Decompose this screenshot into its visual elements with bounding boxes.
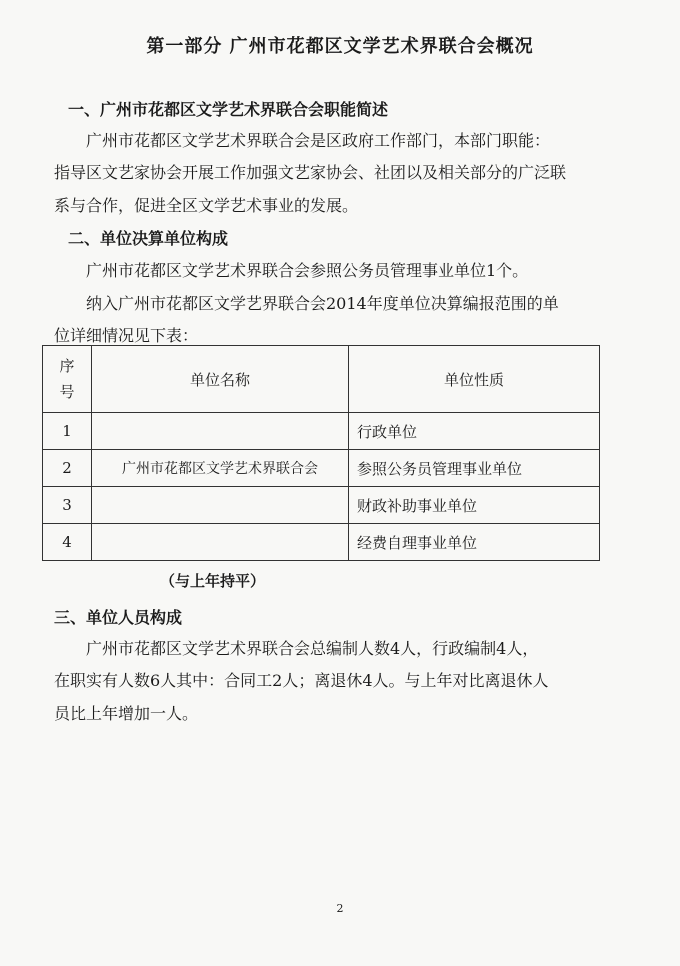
row-no: 1 (43, 413, 92, 450)
section-1-line-3: 系与合作，促进全区文学艺术事业的发展。 (54, 196, 359, 215)
page-title: 第一部分 广州市花都区文学艺术界联合会概况 (146, 36, 534, 57)
row-name (92, 524, 349, 561)
section-1-line-2: 指导区文艺家协会开展工作加强文艺家协会、社团以及相关部分的广泛联 (54, 163, 567, 182)
row-name (92, 413, 349, 450)
table-note: （与上年持平） (160, 572, 266, 590)
row-type: 财政补助事业单位 (349, 487, 600, 524)
section-3-line-2: 在职实有人数6人其中：合同工2人；离退休4人。与上年对比离退休人 (54, 671, 549, 690)
table-row (43, 413, 600, 450)
row-name (92, 487, 349, 524)
section-2-line-3: 位详细情况见下表： (54, 326, 199, 345)
row-no: 4 (43, 524, 92, 561)
row-no: 3 (43, 487, 92, 524)
section-3-line-1: 广州市花都区文学艺术界联合会总编制人数4人，行政编制4人， (86, 639, 539, 658)
header-no (43, 346, 92, 413)
table-row (43, 487, 600, 524)
page-number: 2 (336, 902, 344, 915)
table-header-row (43, 346, 600, 413)
section-3-line-3: 员比上年增加一人。 (54, 704, 199, 723)
header-no-line-2: 号 (59, 383, 75, 401)
section-2-heading: 二、单位决算单位构成 (68, 229, 229, 248)
header-type: 单位性质 (349, 346, 600, 413)
section-2-line-2: 纳入广州市花都区文学艺界联合会2014年度单位决算编报范围的单 (86, 294, 559, 313)
table-row (43, 450, 600, 487)
unit-table (42, 345, 600, 561)
section-3-heading: 三、单位人员构成 (54, 608, 183, 627)
header-no-line-1: 序 (59, 357, 75, 375)
header-name: 单位名称 (92, 346, 349, 413)
row-type: 经费自理事业单位 (349, 524, 600, 561)
row-type: 参照公务员管理事业单位 (349, 450, 600, 487)
section-1-line-1: 广州市花都区文学艺术界联合会是区政府工作部门，本部门职能： (86, 131, 551, 150)
row-no: 2 (43, 450, 92, 487)
row-name: 广州市花都区文学艺术界联合会 (92, 450, 349, 487)
row-type: 行政单位 (349, 413, 600, 450)
table-row (43, 524, 600, 561)
section-2-line-1: 广州市花都区文学艺术界联合会参照公务员管理事业单位1个。 (86, 261, 529, 280)
section-1-heading: 一、广州市花都区文学艺术界联合会职能简述 (68, 100, 389, 119)
